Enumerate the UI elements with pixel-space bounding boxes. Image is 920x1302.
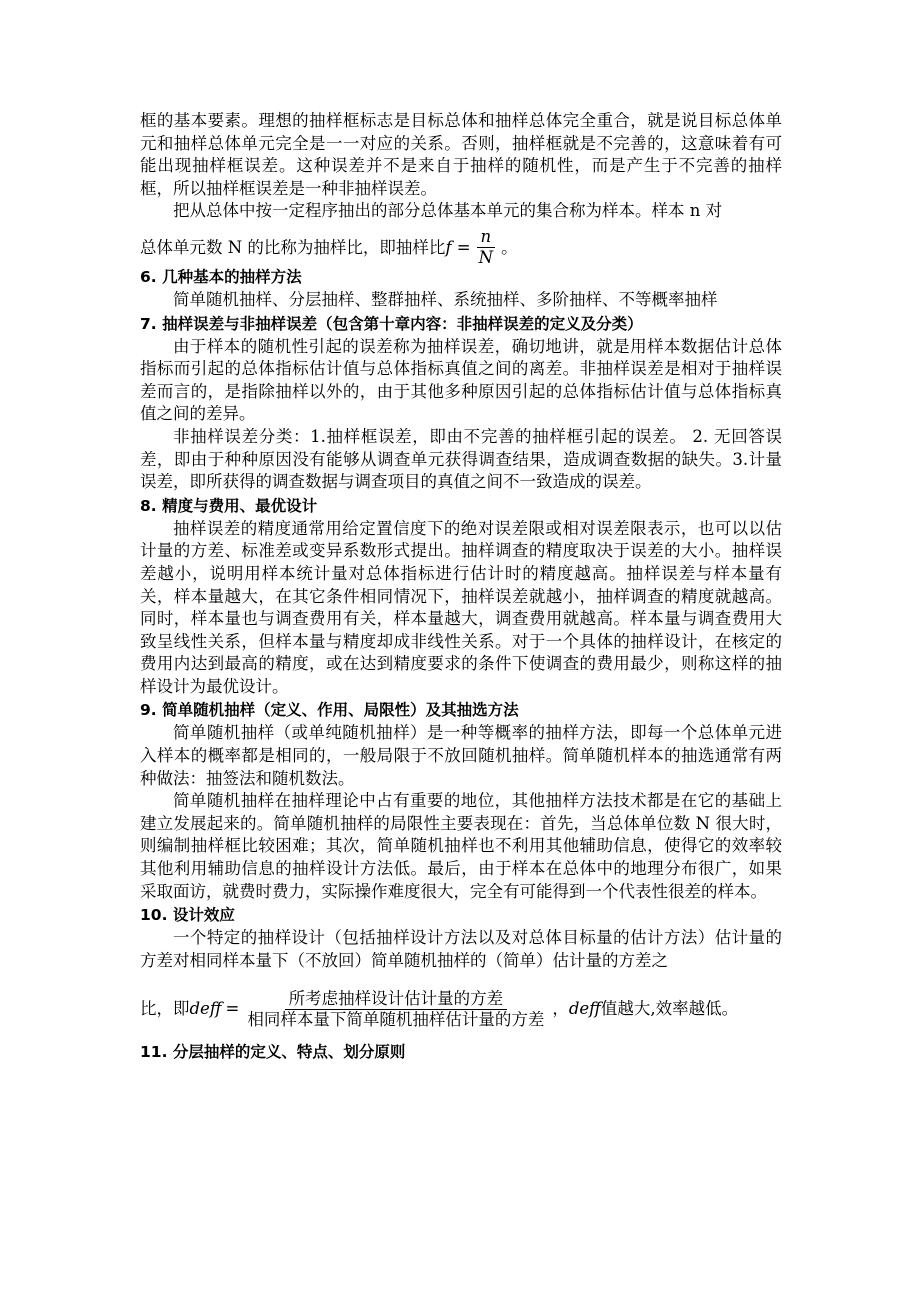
- deff-symbol: deff: [568, 999, 601, 1019]
- paragraph: 非抽样误差分类：1.抽样框误差，即由不完善的抽样框引起的误差。 2. 无回答误差，即由于种种原因没有能够从调查单元获得调查结果，造成调查数据的缺失。3.计量误差，即所获得的调查数据与调查项目的真值之间不一致造成的误差。: [140, 426, 782, 492]
- paragraph-text: 值越大,效率越低。: [600, 999, 739, 1019]
- fraction-denominator: 相同样本量下简单随机抽样估计量的方差: [247, 1009, 545, 1029]
- fraction-numerator: n: [477, 227, 496, 248]
- section-heading: 6. 几种基本的抽样方法: [140, 267, 302, 286]
- paragraph: 抽样误差的精度通常用给定置信度下的绝对误差限或相对误差限表示，也可以以估计量的方差、标准差或变异系数形式提出。抽样调查的精度取决于误差的大小。抽样误差越小，说明用样本统计量对总体指标进行估计时的精度越高。抽样误差与样本量有关，样本量越大，在其它条件相同情况下，抽样误差就越小，抽样调查的精度就越高。同时，样本量也与调查费用有关，样本量越大，调查费用就越高。样本量与调查费用大致呈线性关系，但样本量与精度却成非线性关系。对于一个具体的抽样设计，在核定的费用内达到最高的精度，或在达到精度要求的条件下使调查的费用最少，则称这样的抽样设计为最优设计。: [140, 518, 782, 696]
- paragraph: 把从总体中按一定程序抽出的部分总体基本单元的集合称为样本。样本 n 对: [173, 201, 723, 221]
- document-page: [140, 110, 782, 1064]
- paragraph-text: 比，即: [140, 999, 190, 1019]
- deff-formula-line: [140, 986, 782, 1032]
- section-heading: 10. 设计效应: [140, 906, 235, 925]
- section-heading: 11. 分层抽样的定义、特点、划分原则: [140, 1043, 406, 1062]
- section-heading: 7. 抽样误差与非抽样误差（包含第十章内容：非抽样误差的定义及分类）: [140, 314, 643, 333]
- formula-lhs: f =: [445, 237, 471, 257]
- paragraph: 框的基本要素。理想的抽样框标志是目标总体和抽样总体完全重合，就是说目标总体单元和抽样总体单元完全是一一对应的关系。否则，抽样框就是不完善的，这意味着有可能出现抽样框误差。这种误差并不是来自于抽样的随机性，而是产生于不完善的抽样框，所以抽样框误差是一种非抽样误差。: [140, 111, 782, 198]
- fraction-numerator: 所考虑抽样设计估计量的方差: [285, 989, 508, 1010]
- paragraph: 简单随机抽样（或单纯随机抽样）是一种等概率的抽样方法，即每一个总体单元进入样本的概率都是相同的，一般局限于不放回随机抽样。简单随机样本的抽选通常有两种做法：抽签法和随机数法。: [140, 723, 782, 788]
- deff-fraction: [243, 989, 548, 1030]
- paragraph: 简单随机抽样在抽样理论中占有重要的地位，其他抽样方法技术都是在它的基础上建立发展起来的。简单随机抽样的局限性主要表现在：首先，当总体单位数 N 很大时，则编制抽样框比较困难；其次，简单随机抽样也不利用其他辅助信息，使得它的效率较其他利用辅助信息的抽样设计方法低。最后，由于样本在总体中的地理分布很广，如果采取面访，就费时费力，实际操作难度很大，完全有可能得到一个代表性很差的样本。: [140, 791, 782, 901]
- paragraph-text: ，: [552, 999, 569, 1019]
- fraction-denominator: N: [478, 248, 494, 268]
- sampling-ratio-fraction: [475, 227, 497, 268]
- equals-sign: =: [225, 999, 240, 1019]
- sampling-ratio-line: [140, 227, 782, 268]
- section-heading: 8. 精度与费用、最优设计: [140, 496, 318, 515]
- paragraph: 简单随机抽样、分层抽样、整群抽样、系统抽样、多阶抽样、不等概率抽样: [173, 289, 718, 309]
- deff-symbol: deff: [189, 999, 222, 1019]
- paragraph: 由于样本的随机性引起的误差称为抽样误差，确切地讲，就是用样本数据估计总体指标而引起的总体指标估计值与总体指标真值之间的离差。非抽样误差是相对于抽样误差而言的，是指除抽样以外的，由于其他多种原因引起的总体指标估计值与总体指标真值之间的差异。: [140, 336, 782, 424]
- paragraph-text: 。: [501, 237, 518, 257]
- section-heading: 9. 简单随机抽样（定义、作用、局限性）及其抽选方法: [140, 701, 519, 720]
- paragraph-text: 总体单元数 N 的比称为抽样比，即抽样比: [140, 237, 446, 257]
- paragraph: 一个特定的抽样设计（包括抽样设计方法以及对总体目标量的估计方法）估计量的方差对相同样本量下（不放回）简单随机抽样的（简单）估计量的方差之: [140, 928, 782, 970]
